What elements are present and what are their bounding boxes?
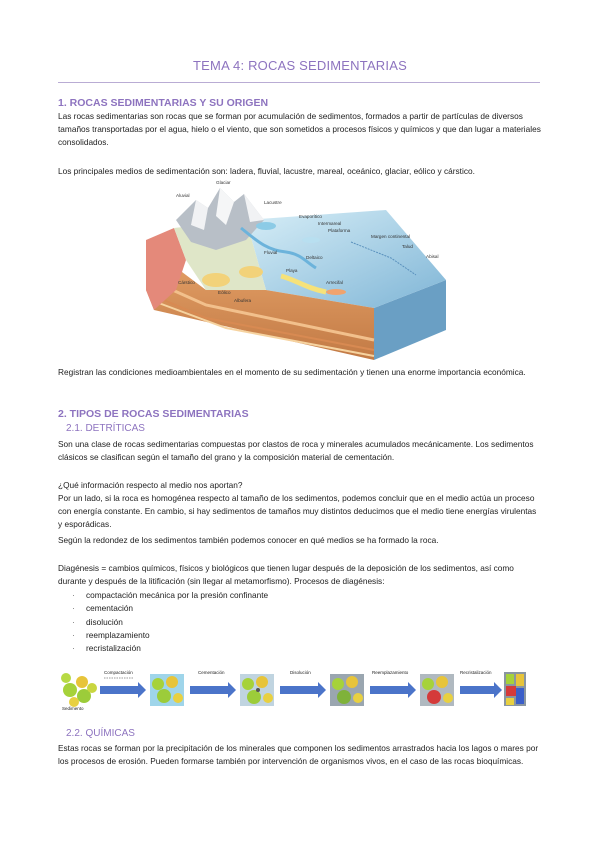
list-item: · disolución (76, 616, 268, 629)
section1-paragraph-1 (58, 110, 542, 150)
label-evaporitico: Evaporítico (299, 214, 322, 219)
section1-p3-text: Registran las condiciones medioambientales en el momento de su sedimentación y tienen una enorme importancia económica. (58, 367, 526, 377)
label-disolucion: Disolución (290, 670, 311, 675)
label-talud: Talud (402, 244, 413, 249)
lake (256, 222, 276, 230)
stage-cementacion (240, 674, 274, 706)
stage-disolucion (330, 674, 364, 706)
detriticas-question-text: ¿Qué información respecto al medio nos aportan? (58, 480, 243, 490)
label-recristalizacion: Recristalización (460, 670, 492, 675)
list-item: · cementación (76, 602, 268, 615)
label-eolico: Eólico (218, 290, 231, 295)
arrow-recristalizacion (460, 682, 502, 698)
section1-p2-text: Los principales medios de sedimentación son: ladera, fluvial, lacustre, mareal, oceánico, glaciar, eólico y cárstico. (58, 166, 475, 176)
detriticas-paragraph-2 (58, 492, 542, 532)
section1-p1-text: Las rocas sedimentarias son rocas que se forman por acumulación de sedimentos, formados a partir de partículas de diversos tamaños transportadas por el agua, hielo o el viento, que son sometidos a procesos físicos y químicos y que dan lugar a materiales consolidados. (58, 111, 541, 148)
title-divider (58, 82, 540, 83)
sedimentary-environments-figure (146, 180, 452, 362)
quimicas-text: Estas rocas se forman por la precipitación de los minerales que componen los sedimentos arrastrados hacia los lagos o mares por los procesos de erosión. Pueden formarse también por intervención de organismos vivos, en el caso de las rocas bioquímicas. (58, 743, 539, 767)
dunes (202, 273, 230, 287)
section2-heading: 2. TIPOS DE ROCAS SEDIMENTARIAS (58, 408, 249, 420)
label-arrecifal: Arrecifal (326, 280, 343, 285)
section1-paragraph-3 (58, 366, 542, 379)
quimicas-paragraph (58, 742, 542, 768)
subsection-detriticas-heading: 2.1. DETRÍTICAS (66, 423, 145, 434)
arrow-cementacion (190, 682, 236, 698)
label-intermareal: Intermareal (318, 221, 342, 226)
stage-sediment (61, 673, 97, 710)
label-sedimento: Sedimento (62, 706, 84, 710)
label-abisal: Abisal (426, 254, 439, 259)
diagenesis-text: Diagénesis = cambios químicos, físicos y biológicos que tienen lugar después de la deposición de los sedimentos, así como durante y después de la litificación (sin llegar al metamorfismo). Procesos de diagénesis: (58, 563, 514, 587)
detriticas-p2-text: Por un lado, si la roca es homogénea respecto al tamaño de los sedimentos, podemos concluir que en el medio actúa un proceso con energía constante. En cambio, si hay sedimentos de tamaños muy distintos deducimos que el medio tiene energías virulentas y esporádicas. (58, 493, 537, 530)
diagenesis-paragraph (58, 562, 542, 588)
stage-compactacion (150, 674, 184, 706)
arrow-reemplazamiento (370, 682, 416, 698)
label-carstico: Cárstico (178, 280, 195, 285)
stage-reemplazamiento (420, 674, 454, 706)
label-plataforma: Plataforma (328, 228, 351, 233)
label-deltaico: Deltaico (306, 255, 323, 260)
label-aluvial: Aluvial (176, 193, 190, 198)
detriticas-paragraph-1 (58, 438, 542, 464)
detriticas-p1-text: Son una clase de rocas sedimentarias compuestas por clastos de roca y minerales acumulados mecánicamente. Los sedimentos clásicos se clasifican según el tamaño del grano y la composición material de cementación. (58, 439, 534, 463)
label-margen: Margen continental (371, 234, 411, 239)
label-glaciar: Glaciar (216, 180, 231, 185)
label-cementacion: Cementación (198, 670, 225, 675)
arrow-compactacion (100, 682, 146, 698)
list-item: · recristalización (76, 642, 268, 655)
label-reemplazamiento: Reemplazamiento (372, 670, 409, 675)
list-item: · reemplazamiento (76, 629, 268, 642)
page-title: TEMA 4: ROCAS SEDIMENTARIAS (193, 58, 407, 73)
label-compactacion: Compactación (104, 670, 133, 675)
section1-paragraph-2 (58, 165, 542, 178)
label-lacustre: Lacustre (264, 200, 282, 205)
list-item: · compactación mecánica por la presión confinante (76, 589, 268, 602)
stage-recristalizacion (504, 672, 526, 706)
label-fluvial: Fluvial (264, 250, 278, 255)
reef (326, 289, 346, 295)
subsection-quimicas-heading: 2.2. QUÍMICAS (66, 728, 135, 739)
diagenesis-process-list (76, 589, 268, 655)
label-albufera: Albufera (234, 298, 252, 303)
diagenesis-diagram (58, 660, 528, 710)
arrow-disolucion (280, 682, 326, 698)
label-playa: Playa (286, 268, 298, 273)
detriticas-p3-text: Según la redondez de los sedimentos también podemos conocer en qué medios se ha formado la roca. (58, 535, 439, 545)
detriticas-paragraph-3 (58, 534, 542, 547)
detriticas-question (58, 479, 542, 492)
section1-heading: 1. ROCAS SEDIMENTARIAS Y SU ORIGEN (58, 97, 269, 109)
